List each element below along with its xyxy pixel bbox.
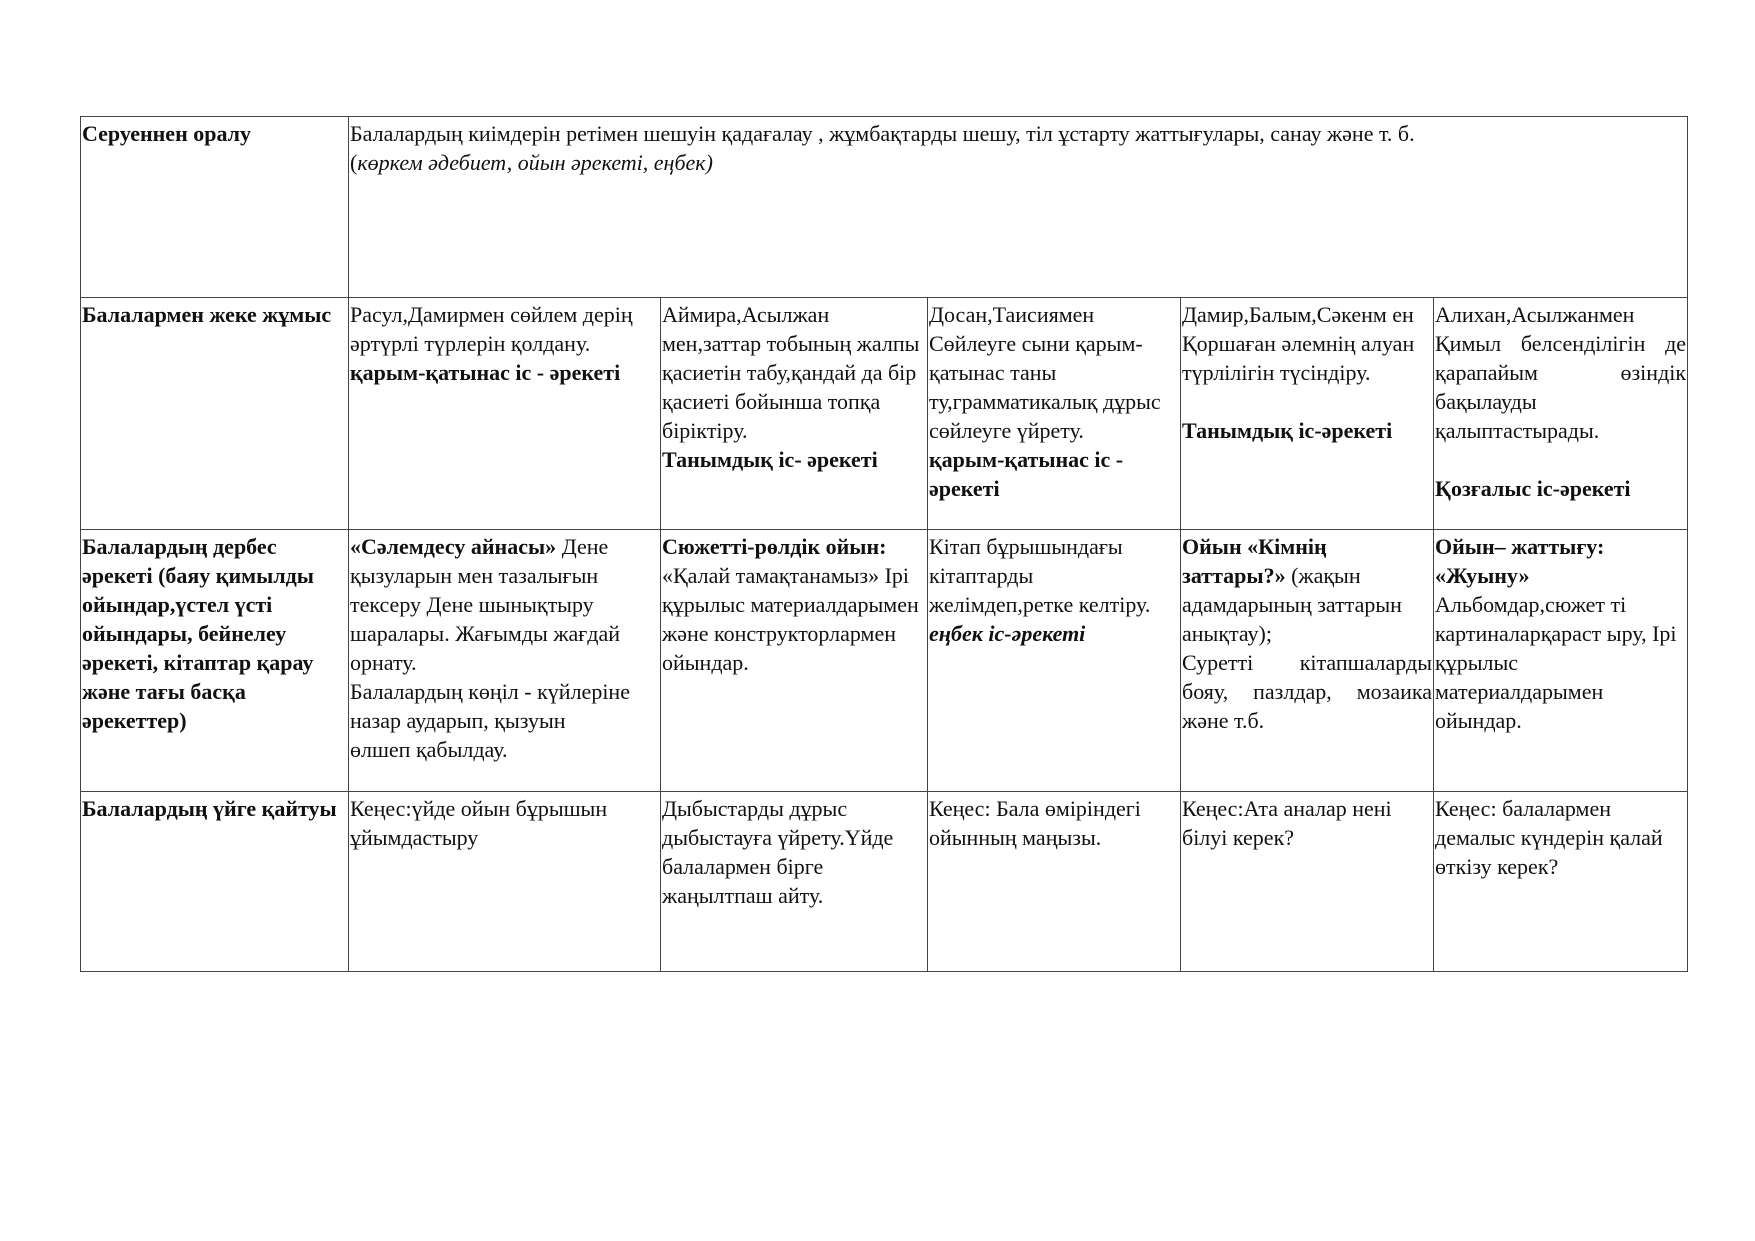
activity-label: еңбек іс-әрекеті: [929, 621, 1086, 646]
row-label-return-from-walk: Серуеннен оралу: [81, 117, 349, 298]
cell-text: Дамир,Балым,Сәкенм ен: [1182, 302, 1414, 327]
going-home-cell-2: Дыбыстарды дұрыс дыбыстауға үйрету.Үйде балалармен бірге жаңылтпаш айту.: [661, 792, 928, 972]
independent-activity-cell-3: [928, 530, 1181, 792]
individual-work-cell-1: [349, 298, 661, 530]
individual-work-cell-3: [928, 298, 1181, 530]
activity-label: Танымдық іс- әрекеті: [662, 447, 878, 472]
game-title: Сюжетті-рөлдік ойын:: [662, 534, 887, 559]
row-label-independent-activity: Балалардың дербес әрекеті (баяу қимылды ойындар,үстел үсті ойындары, бейнелеу әрекеті, кітаптар қарау және тағы басқа әрекеттер): [81, 530, 349, 792]
daily-plan-table: [80, 116, 1688, 972]
cell-text: «Қалай тамақтанамыз» Ірі құрылыс материалдарымен және конструкторлармен ойындар.: [662, 563, 919, 675]
table-row: [81, 298, 1688, 530]
cell-text: Расул,Дамирмен сөйлем дерің әртүрлі түрлерін қолдану.: [350, 302, 633, 356]
row-label-going-home: Балалардың үйге қайтуы: [81, 792, 349, 972]
activity-label: Қозғалыс іс-әрекеті: [1435, 476, 1631, 501]
table-row: [81, 117, 1688, 298]
cell-text: Балалардың көңіл - күйлеріне назар аударып, қызуын: [350, 679, 630, 733]
note-open-paren: (: [350, 150, 358, 175]
cell-text: Кітап бұрышындағы кітаптарды желімдеп,ретке келтіру.: [929, 534, 1151, 617]
independent-activity-cell-4: [1181, 530, 1434, 792]
row-label-individual-work: Балалармен жеке жұмыс: [81, 298, 349, 530]
activity-label: қарым-қатынас іс - әрекеті: [929, 447, 1124, 501]
individual-work-cell-4: [1181, 298, 1434, 530]
return-from-walk-text: Балалардың киімдерін ретімен шешуін қадағалау , жұмбақтарды шешу, тіл ұстарту жаттығулары, санау және т. б.: [350, 121, 1415, 146]
cell-text: Аймира,Асылжан мен,заттар тобының жалпы қасиетін табу,қандай да бір қасиеті бойынша топқа біріктіру.: [662, 302, 920, 443]
cell-text: Дене қызуларын мен тазалығын тексеру Дене шынықтыру шаралары. Жағымды жағдай орнату.: [350, 534, 621, 675]
return-from-walk-note: көркем әдебиет, ойын әрекеті, еңбек): [357, 150, 713, 175]
cell-text: Суретті кітапшаларды бояу, пазлдар, мозаика және т.б.: [1182, 650, 1432, 733]
independent-activity-cell-1: [349, 530, 661, 792]
game-title: Ойын– жаттығу: «Жуыну»: [1435, 534, 1605, 588]
return-from-walk-content: [349, 117, 1688, 298]
table-row: [81, 530, 1688, 792]
independent-activity-cell-2: [661, 530, 928, 792]
activity-label: қарым-қатынас іс - әрекеті: [350, 360, 621, 385]
going-home-cell-3: Кеңес: Бала өміріндегі ойынның маңызы.: [928, 792, 1181, 972]
game-title: «Сәлемдесу айнасы»: [350, 534, 557, 559]
going-home-cell-1: Кеңес:үйде ойын бұрышын ұйымдастыру: [349, 792, 661, 972]
cell-text: Досан,Таисиямен Сөйлеуге сыни қарым-қатынас таны ту,грамматикалық дұрыс сөйлеуге үйрету.: [929, 302, 1161, 443]
table-row: [81, 792, 1688, 972]
cell-text: (жақын адамдарының заттарын анықтау);: [1182, 563, 1402, 646]
spacer: [1435, 445, 1686, 474]
individual-work-cell-2: [661, 298, 928, 530]
activity-label: Танымдық іс-әрекеті: [1182, 418, 1393, 443]
game-title: Ойын «Кімнің заттары?»: [1182, 534, 1327, 588]
going-home-cell-5: Кеңес: балалармен демалыс күндерін қалай өткізу керек?: [1434, 792, 1688, 972]
cell-text: Алихан,Асылжанмен Қимыл белсенділігін де қарапайым өзіндік бақылауды қалыптастырады.: [1435, 302, 1687, 443]
cell-text: Альбомдар,сюжет ті картиналарқараст ыру, Ірі құрылыс материалдарымен ойындар.: [1435, 592, 1677, 733]
cell-text: Қоршаған әлемнің алуан түрлілігін түсіндіру.: [1182, 331, 1415, 385]
cell-text: өлшеп қабылдау.: [350, 737, 508, 762]
independent-activity-cell-5: [1434, 530, 1688, 792]
individual-work-cell-5: [1434, 298, 1688, 530]
going-home-cell-4: Кеңес:Ата аналар нені білуі керек?: [1181, 792, 1434, 972]
spacer: [1182, 387, 1432, 416]
